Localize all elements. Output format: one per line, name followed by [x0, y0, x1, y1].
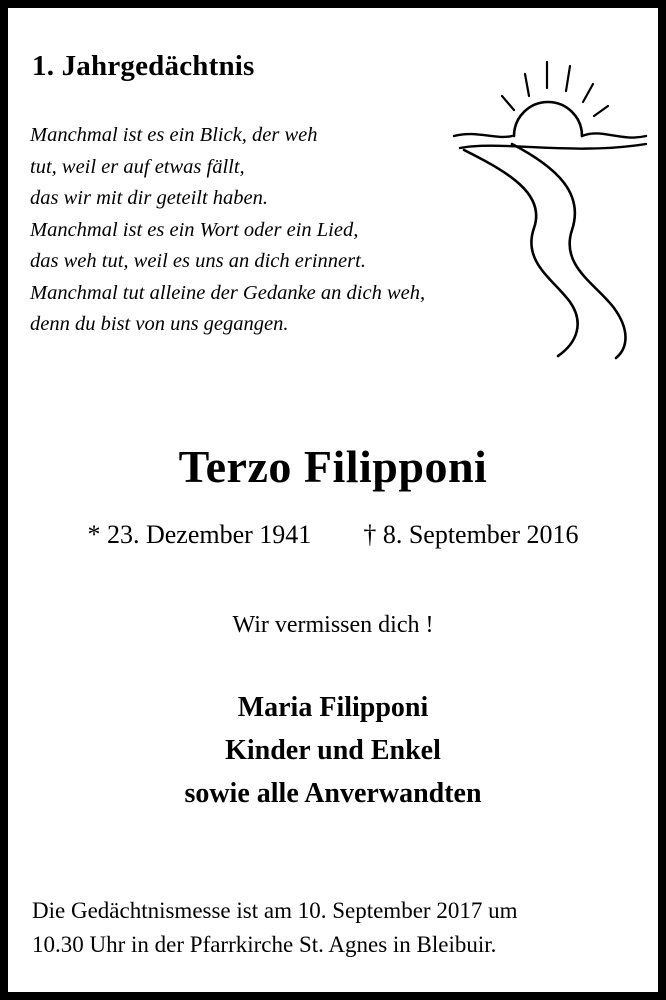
sunrise-over-river-icon [450, 44, 650, 364]
service-details [32, 894, 636, 962]
poem-line: das weh tut, weil es uns an dich erinnert. [30, 250, 366, 272]
obituary-card [8, 8, 658, 992]
poem-line: das wir mit dir geteilt haben. [30, 187, 269, 209]
poem-line: tut, weil er auf etwas fällt, [30, 155, 245, 178]
family-signature [8, 686, 658, 815]
service-line: 10.30 Uhr in der Pfarrkirche St. Agnes in Bleibuir. [32, 932, 497, 957]
poem-line: Manchmal tut alleine der Gedanke an dich weh, [30, 281, 426, 304]
deceased-name: Terzo Filipponi [178, 441, 488, 492]
page-title: 1. Jahrgedächtnis [32, 50, 255, 82]
poem-line: Manchmal ist es ein Blick, der weh [30, 124, 318, 146]
family-line: Maria Filipponi [237, 692, 429, 723]
service-line: Die Gedächtnismesse ist am 10. September 2017 um [32, 898, 518, 923]
birth-date: * 23. Dezember 1941 [87, 520, 312, 549]
poem-line: denn du bist von uns gegangen. [30, 313, 289, 335]
death-date: † 8. September 2016 [363, 520, 579, 549]
family-line: Kinder und Enkel [225, 735, 441, 766]
poem-line: Manchmal ist es ein Wort oder ein Lied, [30, 218, 359, 241]
memorial-message: Wir vermissen dich ! [232, 612, 434, 638]
life-dates [8, 520, 658, 550]
family-line: sowie alle Anverwandten [184, 778, 482, 809]
